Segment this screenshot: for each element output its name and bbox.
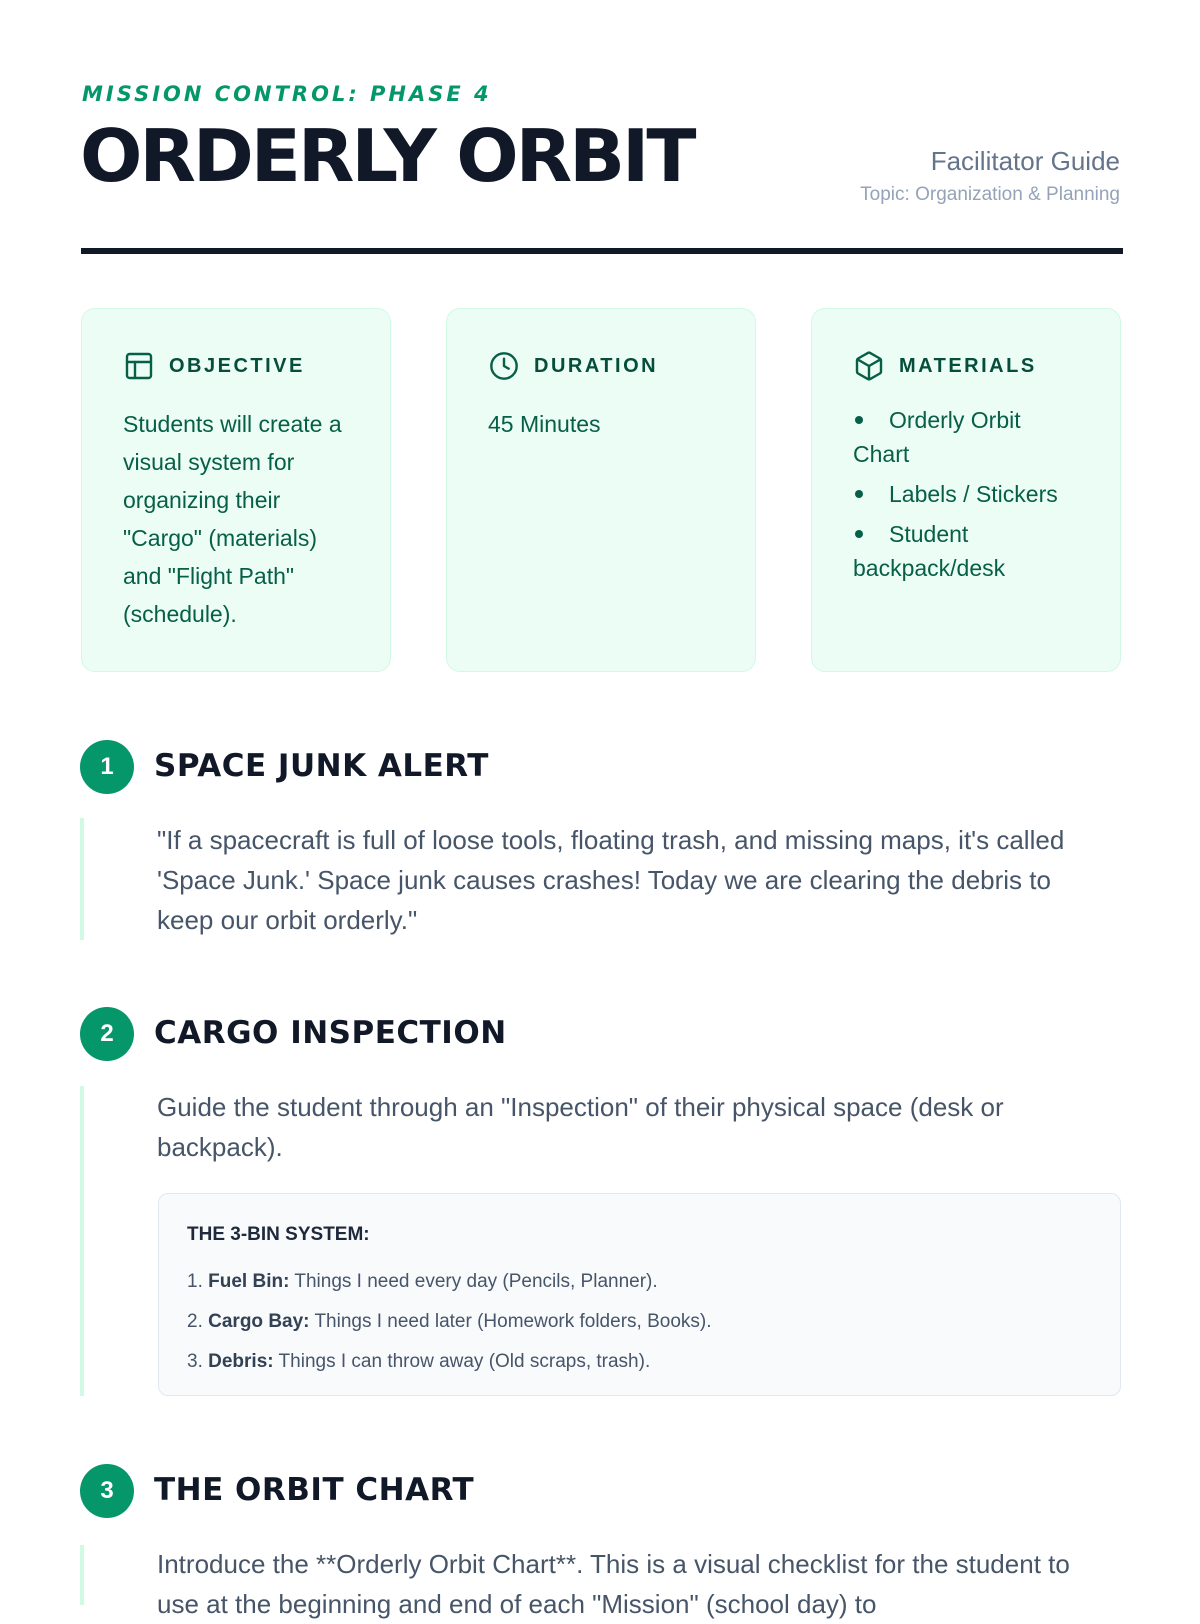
materials-card-header — [853, 349, 1080, 383]
bin-system-heading: THE 3-BIN SYSTEM: — [187, 1224, 370, 1245]
guide-topic: Topic: Organization & Planning — [860, 184, 1120, 205]
section-title-cargo-inspection: CARGO INSPECTION — [154, 1015, 507, 1051]
phase-eyebrow: MISSION CONTROL: PHASE 4 — [82, 82, 492, 106]
bin-name: Fuel Bin: — [208, 1271, 290, 1292]
bin-name: Debris: — [208, 1351, 274, 1372]
duration-card-header — [488, 349, 715, 383]
bin-number: 1. — [187, 1271, 203, 1292]
package-icon — [853, 350, 885, 382]
bin-description: Things I can throw away (Old scraps, trash). — [278, 1351, 651, 1372]
objective-card-header — [123, 349, 350, 383]
bin-description: Things I need later (Homework folders, Books). — [314, 1311, 712, 1332]
duration-text: 45 Minutes — [488, 411, 601, 437]
list-item — [187, 1342, 1092, 1382]
section-accent-bar — [80, 818, 84, 940]
step-number-badge: 2 — [80, 1007, 134, 1061]
step-number-badge: 3 — [80, 1464, 134, 1518]
bin-number: 3. — [187, 1351, 203, 1372]
list-item — [187, 1302, 1092, 1342]
bullet-icon — [855, 530, 863, 538]
objective-title: OBJECTIVE — [169, 354, 305, 377]
section-title-orbit-chart: THE ORBIT CHART — [154, 1472, 475, 1508]
bin-description: Things I need every day (Pencils, Planner). — [294, 1271, 658, 1292]
header-divider — [81, 248, 1123, 254]
bin-number: 2. — [187, 1311, 203, 1332]
layout-icon — [123, 350, 155, 382]
materials-title: MATERIALS — [899, 354, 1037, 377]
bin-name: Cargo Bay: — [208, 1311, 310, 1332]
section-instructions: Introduce the **Orderly Orbit Chart**. This is a visual checklist for the student to use at the beginning and end of each "Mission" (school day) to — [157, 1549, 1070, 1619]
bin-list — [187, 1262, 1092, 1382]
section-quote: "If a spacecraft is full of loose tools, floating trash, and missing maps, it's called 'Space Junk.' Space junk causes crashes! Today we are clearing the debris to keep our orbit orderly." — [157, 825, 1065, 935]
materials-card — [811, 308, 1121, 672]
section-instructions: Guide the student through an "Inspection" of their physical space (desk or backpack). — [157, 1092, 1004, 1162]
material-label: Orderly Orbit Chart — [853, 407, 1021, 467]
bullet-icon — [855, 416, 863, 424]
three-bin-system-box — [158, 1193, 1121, 1396]
page-title: ORDERLY ORBIT — [80, 114, 694, 198]
step-number-badge: 1 — [80, 740, 134, 794]
material-label: Student backpack/desk — [853, 521, 1006, 581]
list-item — [853, 477, 1080, 511]
list-item — [853, 403, 1080, 471]
duration-title: DURATION — [534, 354, 659, 377]
bullet-icon — [855, 490, 863, 498]
section-accent-bar — [80, 1545, 84, 1605]
objective-text: Students will create a visual system for organizing their "Cargo" (materials) and "Flight Path" (schedule). — [123, 411, 342, 627]
section-accent-bar — [80, 1086, 84, 1396]
materials-list — [853, 403, 1080, 585]
list-item — [187, 1262, 1092, 1302]
duration-card — [446, 308, 756, 672]
section-title-space-junk: SPACE JUNK ALERT — [154, 748, 489, 784]
clock-icon — [488, 350, 520, 382]
objective-card — [81, 308, 391, 672]
guide-meta — [860, 145, 1120, 209]
list-item — [853, 517, 1080, 585]
guide-label: Facilitator Guide — [930, 146, 1120, 176]
material-label: Labels / Stickers — [889, 481, 1058, 507]
